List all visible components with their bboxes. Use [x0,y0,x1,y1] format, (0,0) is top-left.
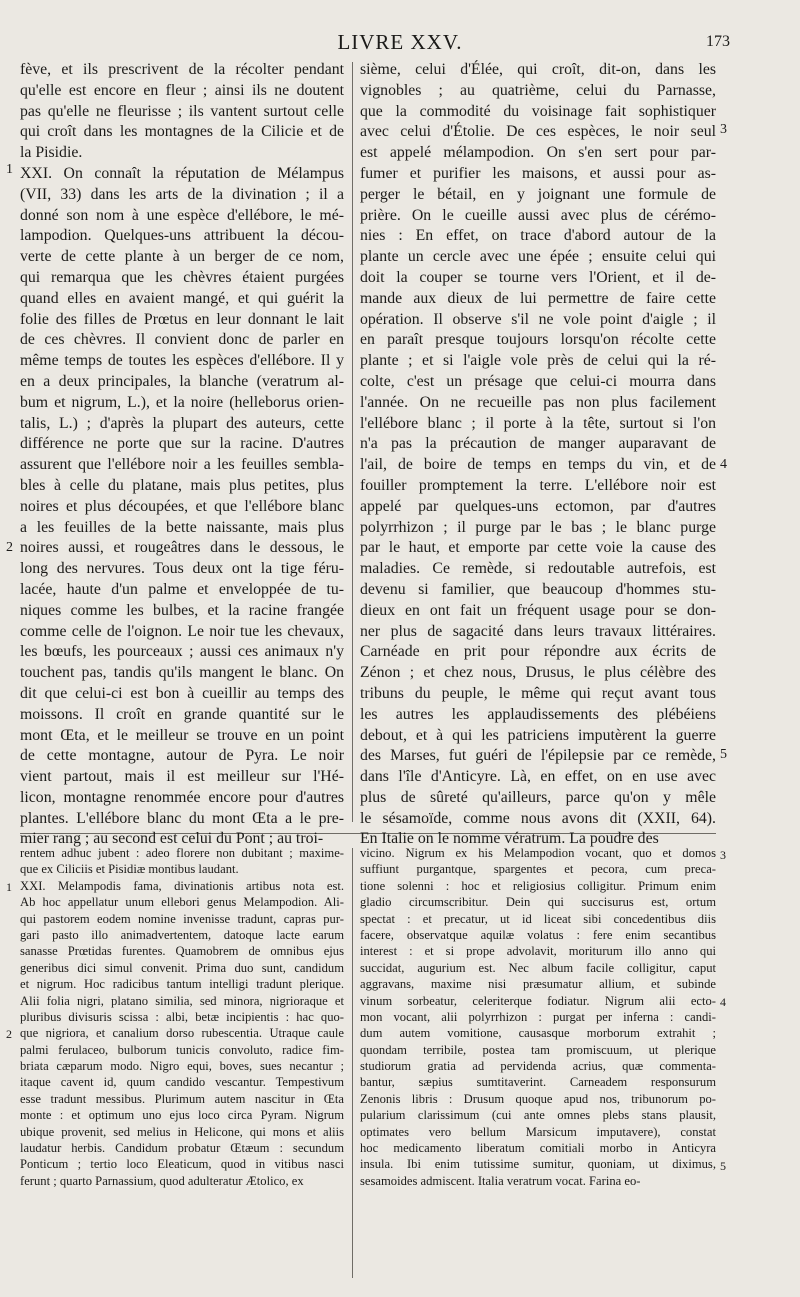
text-line: assurent que l'ellébore noir a les feuilles sembla- [20,456,344,474]
text-line: fumer et purifier les maisons, et aussi pour as- [360,164,716,182]
text-line: le sésamoïde, comme nous avons dit (XXII, 64). [360,809,716,827]
text-line: pas qu'elle ne fleurisse ; ils vantent surtout celle [20,102,344,120]
text-line: appelé par quelques-uns ectomon, par d'autres [360,497,716,515]
text-line: que nigriora, et canalium dorso rubescentia. Utraque caule [20,1026,344,1041]
text-line: polyrrhizon ; il purge par le bas ; le blanc purge [360,518,716,536]
text-line: qu'elle est encore en fleur ; ainsi ils ne doutent [20,81,344,99]
text-line: a les feuilles de la bette naissante, mais plus [20,518,344,536]
text-line: facere, observatque aquilæ volatus : fere enim secantibus [360,927,716,942]
text-line: XXI. Melampodis fama, divinationis artibus nota est. [20,878,344,893]
text-line: prière. On le cueille aussi avec plus de cérémo- [360,206,716,224]
text-line: esse tradunt messibus. Plurimum autem nascitur in Œta [20,1091,344,1106]
text-line: Zenonis libris : Drusum quoque apud nos, tribunorum po- [360,1091,716,1106]
text-line: bles à celle du platane, mais plus petites, plus [20,476,344,494]
text-line: l'ellébore blanc ; il porte à la tête, surtout si l'on [360,414,716,432]
text-line: ubique provenit, sed melius in Helicone, qui mons et aliis [20,1124,344,1139]
text-line: vient partout, mais il est meilleur sur l'Hé- [20,768,344,786]
text-line: la Pisidie. [20,144,83,162]
text-line: suffiunt purgantque, spargentes et pecora, cum preca- [360,862,716,877]
text-line: vinum sorbeatur, celeriterque fodiatur. Nigrum alii ecto- [360,993,716,1008]
text-line: mande aux dieux de lui permettre de faire cette [360,289,716,307]
text-line: les bœufs, les pourceaux ; aussi ces animaux n'y [20,643,344,661]
text-line: ner plus de sagacité dans leurs travaux littéraires. [360,622,716,640]
text-line: qui pastorem eodem nomine invenisse tradunt, capras pur- [20,911,344,926]
text-line: perger le bétail, en y joignant une formule de [360,185,716,203]
text-line: studiorum gratia ad pervidenda acrius, quæ commenta- [360,1059,716,1074]
column-divider [352,62,353,822]
text-line: lacée, haute d'un palme et enveloppée de tu- [20,580,344,598]
text-line: itaque cavent id, quum candido vescantur. Tempestivum [20,1075,344,1090]
text-line: lampodion. Quelques-uns attribuent la décou- [20,227,344,245]
text-line: mon vocant, alii polyrrhizon : purgat per inferna : candi- [360,1009,716,1024]
margin-marker-3: 3 [720,122,727,137]
latin-footnote-left-column [20,845,344,1189]
text-line: bantur, sæpius sumtitaverint. Carneadem responsurum [360,1075,716,1090]
text-line: quondam terribile, postea tam promiscuum, ut plerique [360,1042,716,1057]
main-text-right-column [360,60,716,850]
text-line: noires et plus découpées, et que l'ellébore blanc [20,497,344,515]
text-line: de cette montagne, autour de Pyra. Le noir [20,747,344,765]
text-line: pularium clarissimum (cui ante omnes plebs stans plausit, [360,1108,716,1123]
footnote-margin-marker-1: 1 [6,880,12,894]
text-line: noires aussi, et rougeâtres dans le dessous, le [20,539,344,557]
text-line: dieux en ont fait un fréquent usage pour se don- [360,601,716,619]
text-line: en a deux principales, la blanche (veratrum al- [20,372,344,390]
text-line: ferunt ; quarto Parnassium, quod adulteratur Ætolico, ex [20,1173,304,1188]
text-line: plante un cercle avec une épée ; ensuite celui qui [360,248,716,266]
text-line: l'ail, de boire de temps en temps du vin, et de [360,456,716,474]
margin-marker-4: 4 [720,457,727,472]
text-line: différence ne porte que sur la racine. D'autres [20,435,344,453]
text-line: fouiller promptement la terre. L'ellébore noir est [360,476,716,494]
text-line: vicino. Nigrum ex his Melampodion vocant, quo et domos [360,846,716,860]
text-line: sanasse Prœtidas furentes. Quamobrem de omnibus ejus [20,944,344,959]
text-line: laudatur herbis. Candidum probatur Œtæum : secundum [20,1141,344,1156]
text-line: folie des filles de Prœtus en leur donnant le lait [20,310,344,328]
text-line: debout, et à qui les patriciens imputèrent la guerre [360,726,716,744]
page-number: 173 [706,33,730,50]
text-line: verte de cette plante à un berger de ce nom, [20,248,344,266]
text-line: fève, et ils prescrivent de la récolter pendant [20,61,344,78]
text-line: briata cæparum modo. Nigro equi, boves, sues necantur ; [20,1059,344,1074]
text-line: tribuns du peuple, le même qui reçut avant tous [360,684,716,702]
text-line: colte, c'est un présage que celui-ci mourra dans [360,372,716,390]
text-line: monte : et optimum uno ejus loco circa Pyram. Nigrum [20,1108,344,1123]
latin-footnote-right-column [360,845,716,1189]
text-line: quand elles en avaient mangé, et qui guérit la [20,289,344,307]
text-line: palmi ferulaceo, bulborum tunicis convoluto, radice fim- [20,1042,344,1057]
text-line: mont Œta, et le meilleur se trouve en un point [20,726,344,744]
text-line: pluribus divisuris scissa : albi, betæ incipientis : hac quo- [20,1009,344,1024]
text-line: bum et nigrum, L.), et la noire (helleborus orien- [20,393,344,411]
text-line: En Italie on le nomme vératrum. La poudre des [360,830,659,848]
main-text-left-column [20,60,344,850]
text-line: hoc medicamento liberatum comitiali morbo in Anticyra [360,1141,716,1156]
text-line: de ces chèvres. Il convient donc de parler en [20,331,344,349]
text-line: tione solenni : hoc et religiosius colligitur. Primum enim [360,878,716,893]
text-line: Carnéade en prit pour répondre aux écrits de [360,643,716,661]
text-line: niques comme les bulbes, et la racine frangée [20,601,344,619]
text-line: aggravans, maxime nisi præsumatur allium, et subinde [360,977,716,992]
text-line: XXI. On connaît la réputation de Mélampus [20,164,344,182]
text-line: Ab hoc appellatur unum ellebori genus Melampodion. Ali- [20,895,344,910]
text-line: devenu si familier, que beaucoup d'hommes stu- [360,580,716,598]
text-line: generibus dici simul convenit. Prima duo sunt, candidum [20,960,344,975]
margin-marker-1: 1 [6,162,13,177]
text-line: talis, L.) ; d'après la plupart des auteurs, cette [20,414,344,432]
text-line: succidat, augurium est. Nec album facile colligitur, caput [360,960,716,975]
text-line: donné son nom à une espèce d'ellébore, le mé- [20,206,344,224]
text-line: avec celui d'Étolie. De ces espèces, le noir seul [360,123,716,141]
text-line: interest : et si prope advolavit, moriturum illo anno qui [360,944,716,959]
text-line: Zénon ; et chez nous, Drusus, le plus célèbre des [360,664,716,682]
text-line: qui croît dans les montagnes de la Cilicie et de [20,123,344,141]
text-line: plus de sûreté qu'ailleurs, parce qu'on y mêle [360,788,716,806]
text-line: gari pasto illo animadvertentem, datoque lacte earum [20,927,344,942]
text-line: que ex Ciliciis et Pisidiæ montibus laudant. [20,862,239,877]
text-line: comme celle de l'oignon. Le noir tue les chevaux, [20,622,344,640]
text-line: gladio circumscribitur. Dein qui succisurus est, ortum [360,895,716,910]
text-line: sesamoides admiscent. Italia veratrum vocat. Farina eo- [360,1173,641,1188]
text-line: insula. Ibi enim tutissime sumitur, quoniam, ut diximus, [360,1157,716,1172]
text-line: qui remarqua que les chèvres étaient purgées [20,268,344,286]
text-line: optimates vero bellum Marsicum imputavere), constat [360,1124,716,1139]
text-line: dit que celui-ci est bon à cueillir au temps des [20,684,344,702]
text-line: l'année. On ne recueille pas non plus facilement [360,393,716,411]
text-line: licon, montagne renommée encore pour d'autres [20,788,344,806]
text-line: même temps de toutes les espèces d'ellébore. Il y [20,352,344,370]
text-line: Alii folia nigri, platano similia, sed minora, nigrioraque et [20,993,344,1008]
footnote-margin-marker-5: 5 [720,1159,726,1173]
margin-marker-2: 2 [6,540,13,555]
footnote-margin-marker-3: 3 [720,848,726,862]
footnote-column-divider [352,848,353,1278]
text-line: plantes. L'ellébore blanc du mont Œta a le pre- [20,809,344,827]
text-line: mier rang ; au second est celui du Pont ; au troi- [20,830,324,848]
text-line: moissons. Il croît en grande quantité sur le [20,705,344,723]
footnote-margin-marker-2: 2 [6,1027,12,1041]
text-line: que la commodité du voisinage fait sophistiquer [360,102,716,120]
text-line: des Marses, fut guéri de l'épilepsie par ce remède, [360,747,716,765]
text-line: les autres les applaudissements des plébéiens [360,705,716,723]
text-line: plante ; et si l'aigle vole près de celui qui la ré- [360,352,716,370]
text-line: est appelé mélampodion. On s'en sert pour par- [360,144,716,162]
running-head-title: LIVRE XXV. [337,30,463,54]
text-line: par le haut, et emporte par cette voie la cause des [360,539,716,557]
text-line: Ponticum ; tertio loco Eleaticum, quod in vitibus nasci [20,1157,344,1172]
text-line: touchent pas, tandis qu'ils mangent le blanc. On [20,664,344,682]
text-line: rentem adhuc jubent : adeo florere non dubitant ; maxime- [20,846,344,860]
text-line: vignobles ; au quatrième, celui du Parnasse, [360,81,716,99]
text-line: doit la couper se tourne vers l'Orient, et il de- [360,268,716,286]
text-line: dans l'île d'Anticyre. Là, en effet, on en use avec [360,768,716,786]
margin-marker-5: 5 [720,747,727,762]
text-line: opération. Il observe s'il ne vole point d'aigle ; il [360,310,716,328]
text-line: dum autem vomitione, causasque morborum extrahit ; [360,1026,716,1041]
text-line: long des nervures. Tous deux ont la tige féru- [20,560,344,578]
text-line: (VII, 33) dans les arts de la divination ; il a [20,185,344,203]
text-line: sième, celui d'Élée, qui croît, dit-on, dans les [360,61,716,78]
text-line: et nigrum. Hoc radicibus tantum intelligi tradunt plerique. [20,977,344,992]
footnote-margin-marker-4: 4 [720,995,726,1009]
text-line: maladies. Ce remède, si redoutable autrefois, est [360,560,716,578]
text-line: n'a pas la précaution de manger auparavant de [360,435,716,453]
text-line: spectat : et precatur, ut id liceat sibi concedentibus diis [360,911,716,926]
text-line: en paraît presque toujours lorsqu'on récolte cette [360,331,716,349]
text-line: nies : En effet, on trace d'abord autour de la [360,227,716,245]
